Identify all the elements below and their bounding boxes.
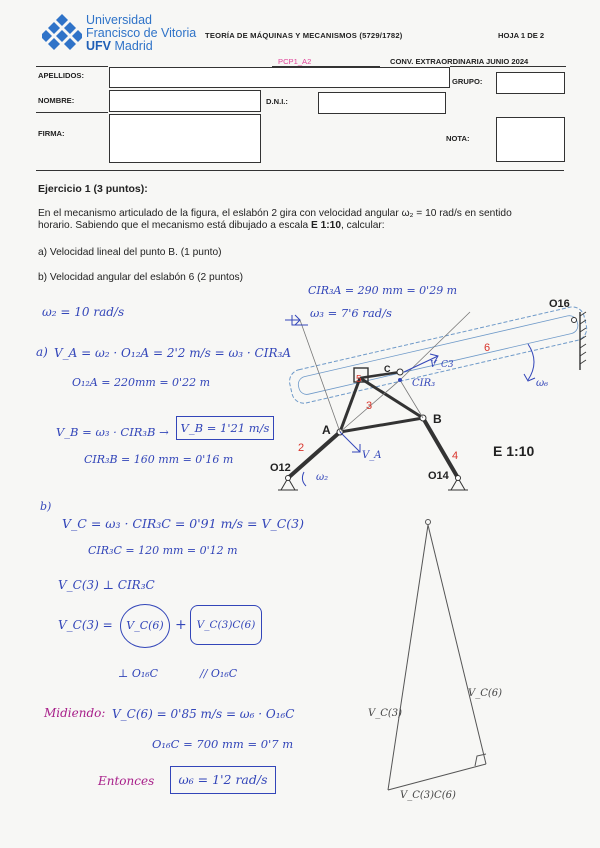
hw-vec-mid: V_C(6) (120, 604, 170, 648)
label-o12: O12 (270, 462, 291, 474)
label-link5: 5 (356, 374, 362, 385)
hw-part-a: a) (36, 345, 48, 359)
label-o14: O14 (428, 470, 449, 482)
hw-o12a: O₁₂A = 220mm = 0'22 m (72, 376, 211, 389)
hw-cir-a: CIR₃A = 290 mm = 0'29 m (308, 284, 458, 297)
link4 (423, 418, 458, 478)
hw-par-o16c: // O₁₆C (200, 667, 238, 680)
hw-fig-va: V_A (362, 450, 382, 461)
label-a: A (322, 423, 331, 437)
diagram-vc6-line (428, 525, 486, 764)
hw-diag-vc3c6: V_C(3)C(6) (400, 790, 456, 801)
hw-vb-eq: V_B = ω₃ · CIR₃B → (56, 425, 169, 439)
label-b: B (433, 412, 442, 426)
link5 (360, 372, 400, 378)
diagram-vc3c6-line (388, 764, 486, 790)
university-line2: Francisco de Vitoria (86, 26, 197, 40)
hw-diag-vc6: V_C(6) (468, 688, 503, 699)
question-b: b) Velocidad angular del eslabón 6 (2 puntos) (38, 272, 244, 283)
hw-perp-eq: V_C(3) ⊥ CIR₃C (58, 578, 155, 592)
hw-w3: ω₃ = 7'6 rad/s (310, 306, 392, 320)
nota-label: NOTA: (446, 134, 470, 143)
hw-fig-vc3: V_C3 (430, 360, 454, 370)
hw-cir-c: CIR₃C = 120 mm = 0'12 m (88, 544, 238, 557)
hw-cir-b: CIR₃B = 160 mm = 0'16 m (84, 453, 234, 466)
hw-w6: ω₆ = 1'2 rad/s (170, 766, 276, 794)
hw-fig-w6: ω₆ (536, 378, 549, 389)
hw-vb-result: V_B = 1'21 m/s (176, 416, 274, 440)
statement-scale: E 1:10 (310, 220, 341, 231)
hw-entonces: Entonces (98, 774, 155, 788)
university-ufv: UFV (86, 39, 111, 53)
hw-vec-rhs: V_C(3)C(6) (190, 605, 262, 645)
figure-scale: E 1:10 (493, 443, 535, 459)
label-o16: O16 (549, 298, 570, 310)
diagram-vc3-line (388, 525, 428, 790)
statement-line2b: , calcular: (341, 220, 385, 231)
figure-arrows (285, 315, 535, 486)
label-link4: 4 (452, 450, 459, 462)
cir3-dot (398, 378, 402, 382)
link6-slot (287, 305, 589, 406)
velocity-diagram (388, 520, 486, 791)
label-link6: 6 (484, 342, 491, 354)
exam-code: PCP1_A2 (278, 57, 312, 66)
statement-line2a: horario. Sabiendo que el mecanismo está dibujado a escala (38, 220, 311, 231)
page-number: HOJA 1 DE 2 (498, 31, 545, 40)
convocatoria: CONV. EXTRAORDINARIA JUNIO 2024 (390, 57, 529, 66)
hw-vec-plus: + (175, 617, 187, 633)
hw-va-eq: V_A = ω₂ · O₁₂A = 2'2 m/s = ω₃ · CIR₃A (54, 346, 291, 360)
hw-part-b: b) (40, 500, 52, 513)
hw-w2: ω₂ = 10 rad/s (42, 305, 125, 319)
hw-diag-vc3: V_C(3) (368, 708, 403, 719)
statement-line1: En el mecanismo articulado de la figura, el eslabón 2 gira con velocidad angular ω₂ = 10 rad/s en sentido (38, 208, 512, 219)
link2 (288, 432, 340, 478)
hw-midiendo-eq: V_C(6) = 0'85 m/s = ω₆ · O₁₆C (112, 707, 295, 721)
hw-fig-w2: ω₂ (316, 472, 329, 483)
apellidos-label: APELLIDOS: (38, 71, 84, 80)
link3-bottom (340, 418, 423, 432)
firma-label: FIRMA: (38, 129, 65, 138)
university-city: Madrid (114, 39, 153, 53)
hw-vc-eq: V_C = ω₃ · CIR₃C = 0'91 m/s = V_C(3) (62, 516, 305, 531)
label-link2: 2 (298, 442, 305, 454)
o16-wall (572, 312, 587, 370)
dni-label: D.N.I.: (266, 97, 288, 106)
hw-midiendo-word: Midiendo: (44, 706, 106, 720)
label-link3: 3 (366, 400, 373, 412)
diagram-origin (426, 520, 431, 525)
hw-vec-lhs: V_C(3) = (58, 618, 113, 632)
course-title: TEORÍA DE MÁQUINAS Y MECANISMOS (5729/1782) (205, 31, 403, 40)
nombre-label: NOMBRE: (38, 96, 75, 105)
hw-fig-cir3: CIR₃ (412, 378, 436, 389)
university-line1: Universidad (86, 13, 153, 27)
joint-c (397, 369, 403, 375)
hw-perp-o16c: ⊥ O₁₆C (118, 667, 159, 680)
hw-o16c: O₁₆C = 700 mm = 0'7 m (152, 737, 294, 751)
grupo-label: GRUPO: (452, 77, 483, 86)
label-c: C (384, 364, 391, 374)
exercise-title: Ejercicio 1 (3 puntos): (38, 183, 148, 195)
o12-support (278, 476, 298, 491)
o14-support (448, 476, 468, 491)
question-a: a) Velocidad lineal del punto B. (1 punto) (38, 247, 222, 258)
